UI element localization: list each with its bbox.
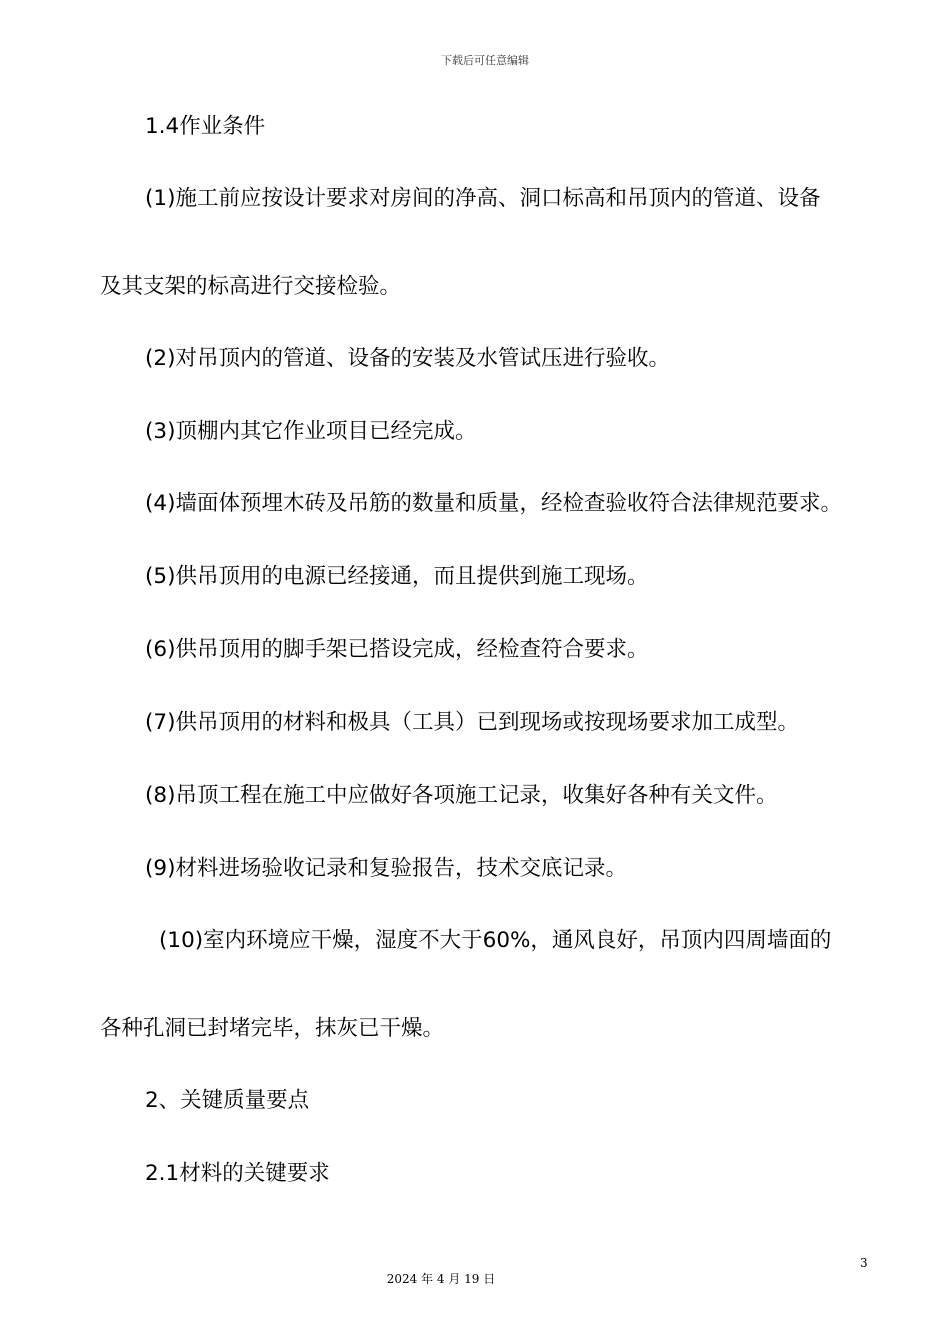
section-heading-1-4: 1.4作业条件 [145,114,266,139]
paragraph-line: (3)顶棚内其它作业项目已经完成。 [145,419,477,444]
page-header: 下载后可任意编辑 [441,54,529,67]
paragraph-line: (2)对吊顶内的管道、设备的安装及水管试压进行验收。 [145,346,670,371]
paragraph-line: (8)吊顶工程在施工中应做好各项施工记录，收集好各种有关文件。 [145,783,778,808]
page-number: 3 [860,1256,868,1270]
paragraph-line: 各种孔洞已封堵完毕，抹灰已干燥。 [100,1016,445,1041]
section-heading-2-1: 2.1材料的关键要求 [145,1161,330,1186]
section-heading-2: 2、关键质量要点 [145,1088,310,1113]
paragraph-line: (1)施工前应按设计要求对房间的净高、洞口标高和吊顶内的管道、设备 [145,186,821,211]
paragraph-line: (10)室内环境应干燥，湿度不大于60%，通风良好，吊顶内四周墙面的 [159,928,832,953]
paragraph-line: (6)供吊顶用的脚手架已搭设完成，经检查符合要求。 [145,637,649,662]
footer-date: 2024 年 4 月 19 日 [386,1272,496,1286]
paragraph-line: (5)供吊顶用的电源已经接通，而且提供到施工现场。 [145,564,649,589]
paragraph-line: (7)供吊顶用的材料和极具（工具）已到现场或按现场要求加工成型。 [145,710,799,735]
paragraph-line: (4)墙面体预埋木砖及吊筋的数量和质量，经检查验收符合法律规范要求。 [145,491,842,516]
paragraph-line: 及其支架的标高进行交接检验。 [100,274,402,299]
paragraph-line: (9)材料进场验收记录和复验报告，技术交底记录。 [145,856,627,881]
